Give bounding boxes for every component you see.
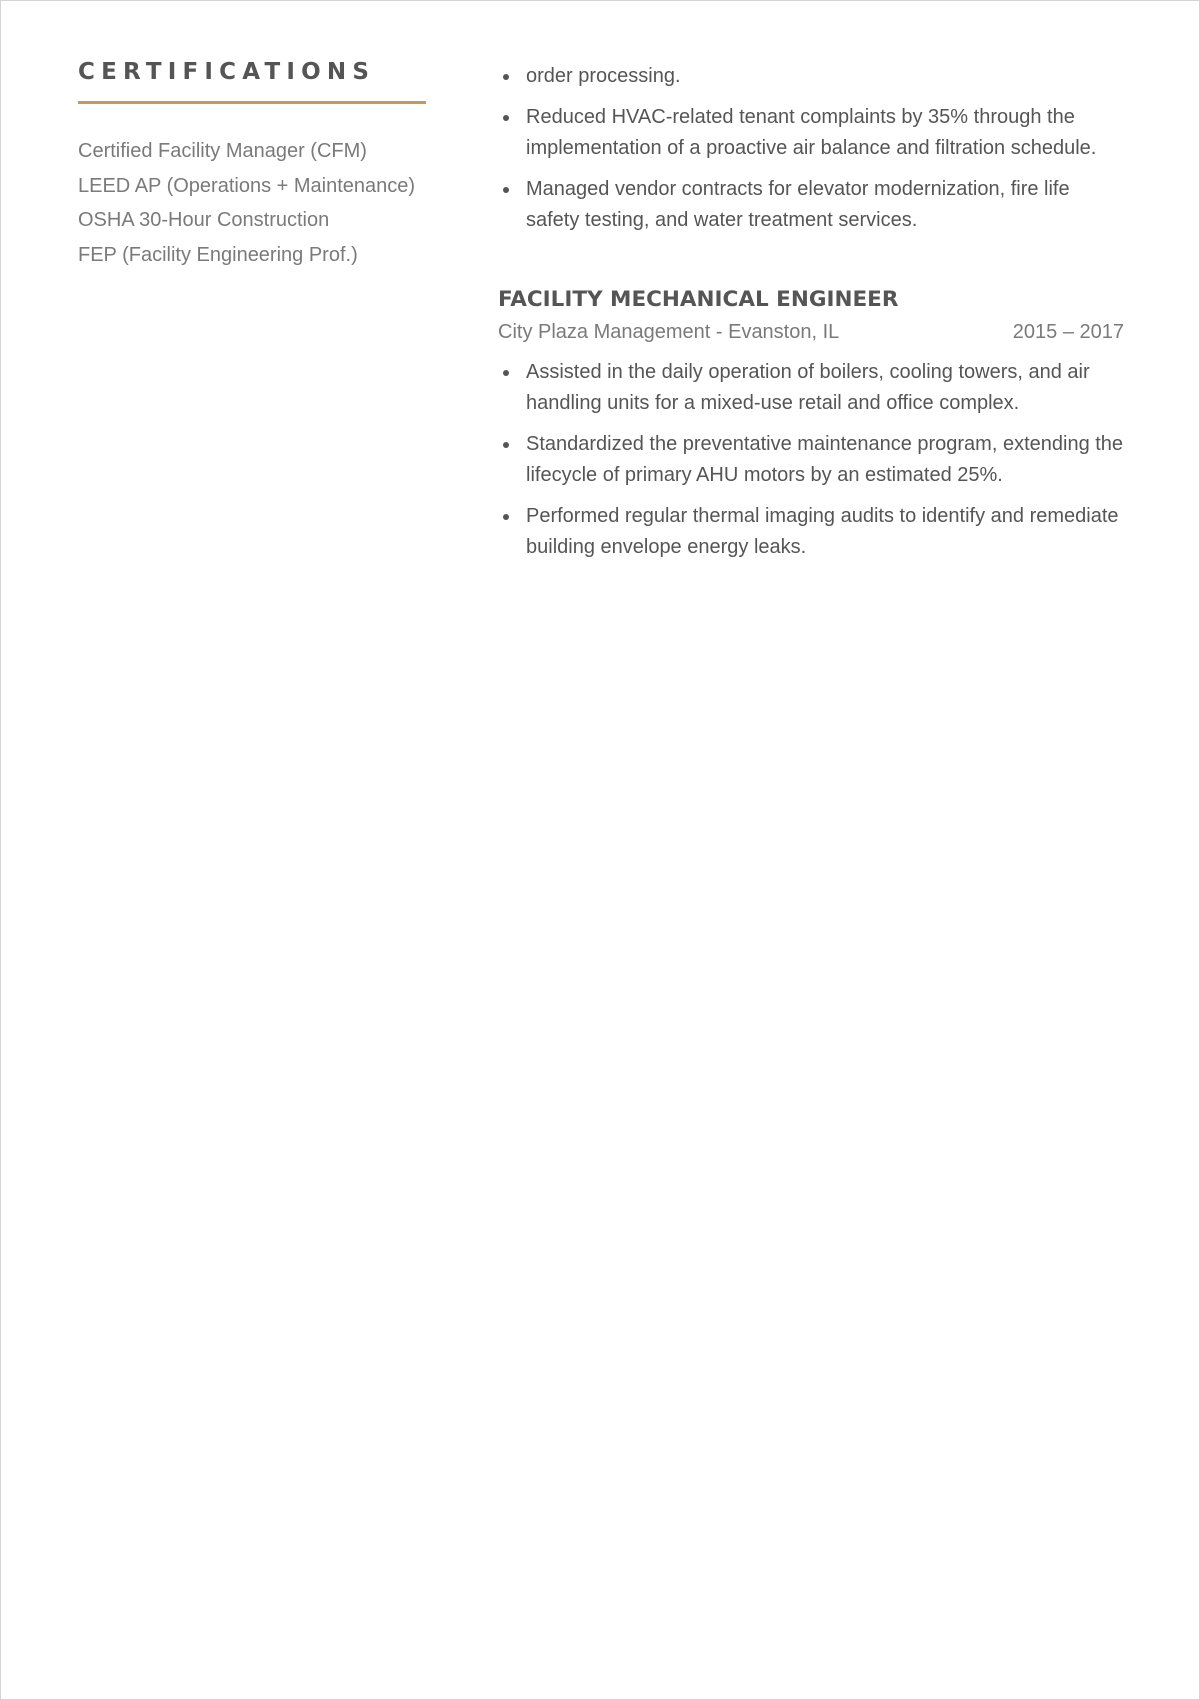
achievement-bullet: Reduced HVAC-related tenant complaints by 35% through the implementation of a proactive air balance and filtration schedule.: [498, 102, 1124, 165]
certification-item: LEED AP (Operations + Maintenance): [78, 174, 416, 197]
right-column: [498, 61, 1124, 573]
achievement-bullet: Performed regular thermal imaging audits to identify and remediate building envelope energy leaks.: [498, 501, 1124, 564]
achievement-bullet: Managed vendor contracts for elevator modernization, fire life safety testing, and water treatment services.: [498, 174, 1124, 237]
certification-item: OSHA 30-Hour Construction: [78, 209, 330, 231]
certifications-list: [78, 134, 426, 272]
achievement-bullet: order processing.: [498, 61, 1124, 93]
job-entry: [498, 284, 1124, 564]
previous-role-bullets: [498, 61, 1124, 237]
job-meta: [498, 316, 1124, 348]
company-location: City Plaza Management - Evanston, IL: [498, 320, 840, 343]
achievement-bullet: Standardized the preventative maintenance program, extending the lifecycle of primary AHU motors by an estimated 25%.: [498, 429, 1124, 492]
achievement-bullet: Assisted in the daily operation of boilers, cooling towers, and air handling units for a mixed-use retail and office complex.: [498, 357, 1124, 420]
heading-underline: [78, 101, 426, 104]
left-column: [78, 56, 426, 272]
job-title: FACILITY MECHANICAL ENGINEER: [498, 286, 899, 312]
certifications-heading: CERTIFICATIONS: [78, 59, 376, 85]
certification-item: Certified Facility Manager (CFM): [78, 140, 367, 162]
certification-item: FEP (Facility Engineering Prof.): [78, 243, 358, 266]
employment-dates: 2015 – 2017: [1012, 320, 1124, 343]
job-bullets: [498, 357, 1124, 564]
